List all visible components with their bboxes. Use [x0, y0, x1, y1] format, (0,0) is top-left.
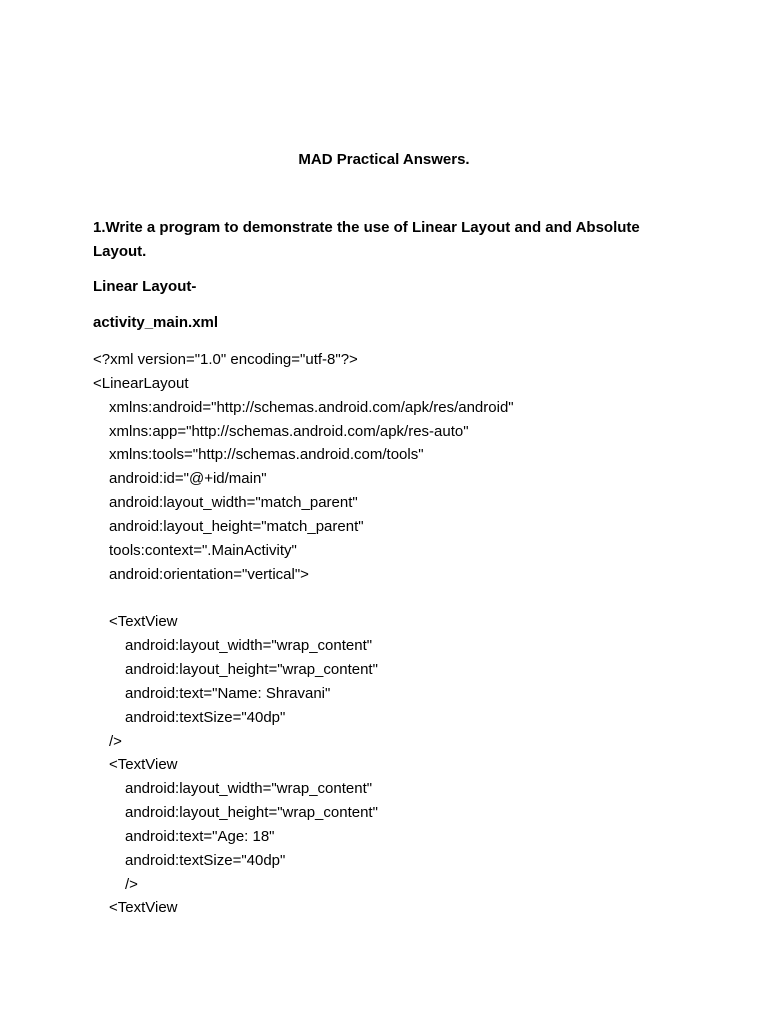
code-line: <TextView: [109, 899, 178, 917]
code-line: android:id="@+id/main": [109, 470, 267, 488]
code-line: tools:context=".MainActivity": [109, 541, 297, 559]
code-line: />: [109, 732, 122, 750]
code-line: android:orientation="vertical">: [109, 565, 309, 583]
question-text: 1.Write a program to demonstrate the use of Linear Layout and and Absolute Layout.: [93, 219, 640, 260]
code-line: xmlns:tools="http://schemas.android.com/tools": [109, 446, 424, 464]
code-line: [93, 586, 713, 610]
code-line: <TextView: [109, 613, 178, 631]
code-line: android:textSize="40dp": [125, 851, 286, 869]
code-line: android:text="Age: 18": [125, 827, 275, 845]
code-block: [93, 348, 713, 920]
code-line: android:layout_width="wrap_content": [125, 780, 373, 798]
code-line: xmlns:android="http://schemas.android.com/apk/res/android": [109, 398, 514, 416]
code-line: <LinearLayout: [93, 374, 189, 392]
code-line: xmlns:app="http://schemas.android.com/apk/res-auto": [109, 422, 469, 440]
code-line: android:layout_width="match_parent": [109, 494, 358, 512]
code-line: android:layout_height="wrap_content": [125, 804, 378, 822]
section-heading: Linear Layout-: [93, 278, 197, 295]
code-line: android:textSize="40dp": [125, 708, 286, 726]
code-line: android:layout_height="wrap_content": [125, 660, 378, 678]
page-title: MAD Practical Answers.: [298, 151, 470, 168]
code-line: android:text="Name: Shravani": [125, 684, 331, 702]
code-line: android:layout_width="wrap_content": [125, 637, 373, 655]
code-line: />: [125, 875, 138, 893]
file-heading: activity_main.xml: [93, 314, 219, 331]
code-line: <?xml version="1.0" encoding="utf-8"?>: [93, 351, 358, 368]
code-line: android:layout_height="match_parent": [109, 517, 364, 535]
code-line: <TextView: [109, 756, 178, 774]
